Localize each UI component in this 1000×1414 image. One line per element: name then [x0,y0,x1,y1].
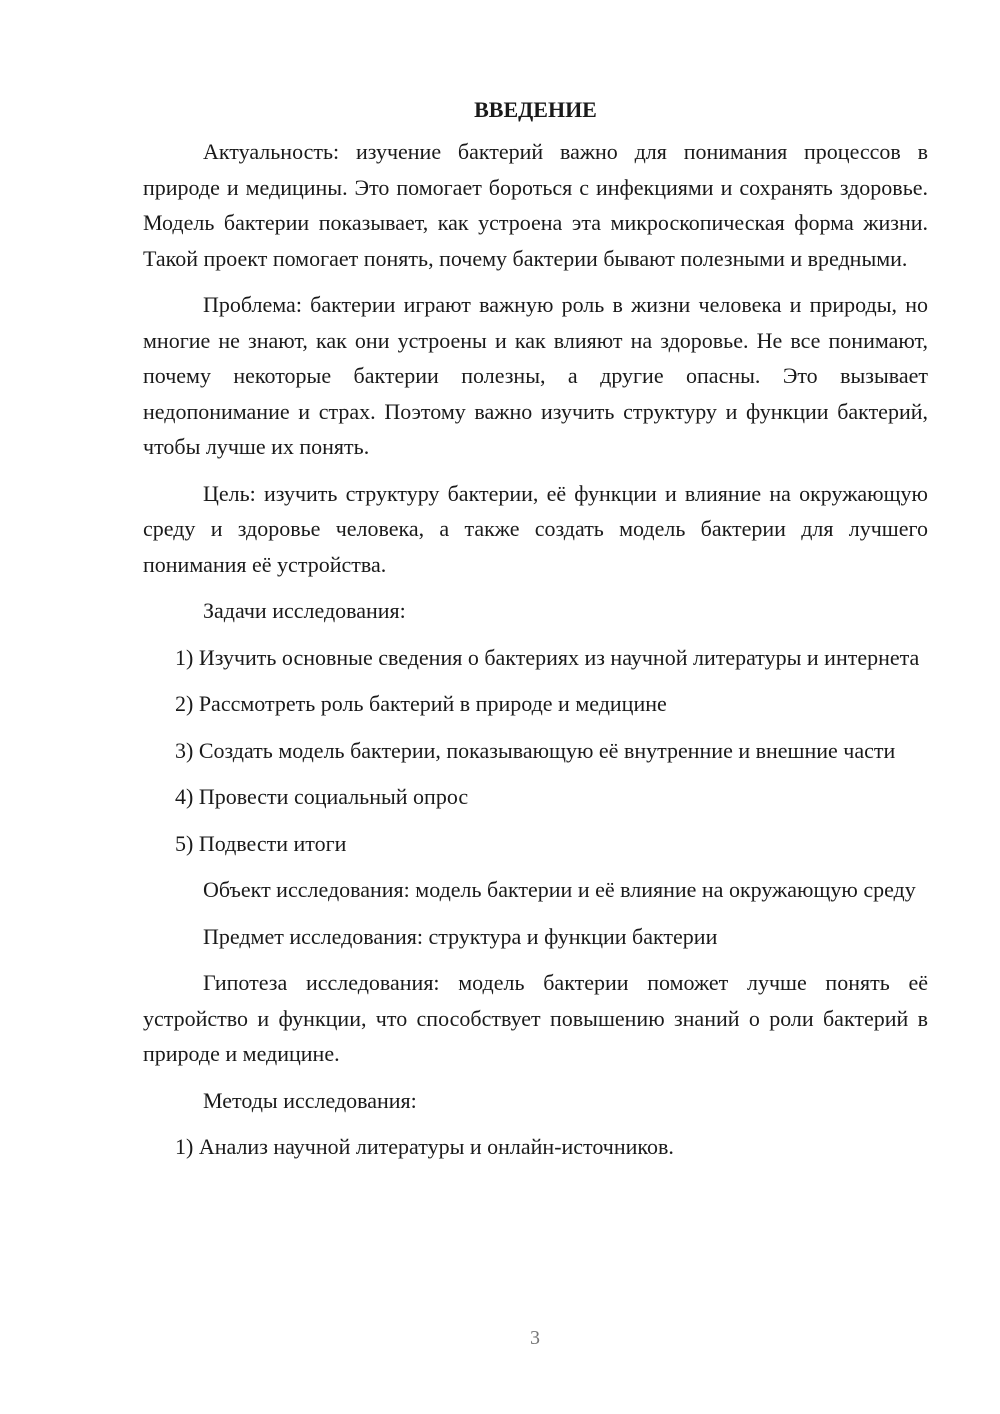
page-number: 3 [530,1327,540,1349]
document-page [143,92,928,1176]
task-item-4: 4) Провести социальный опрос [175,784,469,809]
paragraph-problem: Проблема: бактерии играют важную роль в жизни человека и природы, но многие не знают, как они устроены и как влияют на здоровье. Не все понимают, почему некоторые бактерии полезны, а другие опасны. Это вызывает недопонимание и страх. Поэтому важно изучить структуру и функции бактерий, чтобы лучше их понять. [143,292,928,459]
task-item-2: 2) Рассмотреть роль бактерий в природе и медицине [175,691,667,716]
paragraph-subject: Предмет исследования: структура и функции бактерии [203,923,718,949]
method-item-1: 1) Анализ научной литературы и онлайн-источников. [175,1134,674,1159]
paragraph-hypothesis: Гипотеза исследования: модель бактерии поможет лучше понять её устройство и функции, что способствует повышению знаний о роли бактерий в природе и медицине. [143,970,928,1066]
paragraph-relevance: Актуальность: изучение бактерий важно для понимания процессов в природе и медицины. Это помогает бороться с инфекциями и сохранять здоровье. Модель бактерии показывает, как устроена эта микроскопическая форма жизни. Такой проект помогает понять, почему бактерии бывают полезными и вредными. [143,139,928,271]
paragraph-goal: Цель: изучить структуру бактерии, её функции и влияние на окружающую среду и здоровье человека, а также создать модель бактерии для лучшего понимания её устройства. [143,480,928,577]
section-heading: ВВЕДЕНИЕ [474,97,597,122]
paragraph-object: Объект исследования: модель бактерии и её влияние на окружающую среду [203,877,916,902]
task-item-1: 1) Изучить основные сведения о бактериях из научной литературы и интернета [175,644,920,670]
task-item-5: 5) Подвести итоги [175,830,347,856]
tasks-title: Задачи исследования: [203,598,406,623]
task-item-3: 3) Создать модель бактерии, показывающую её внутренние и внешние части [175,737,896,763]
methods-title: Методы исследования: [203,1087,417,1113]
